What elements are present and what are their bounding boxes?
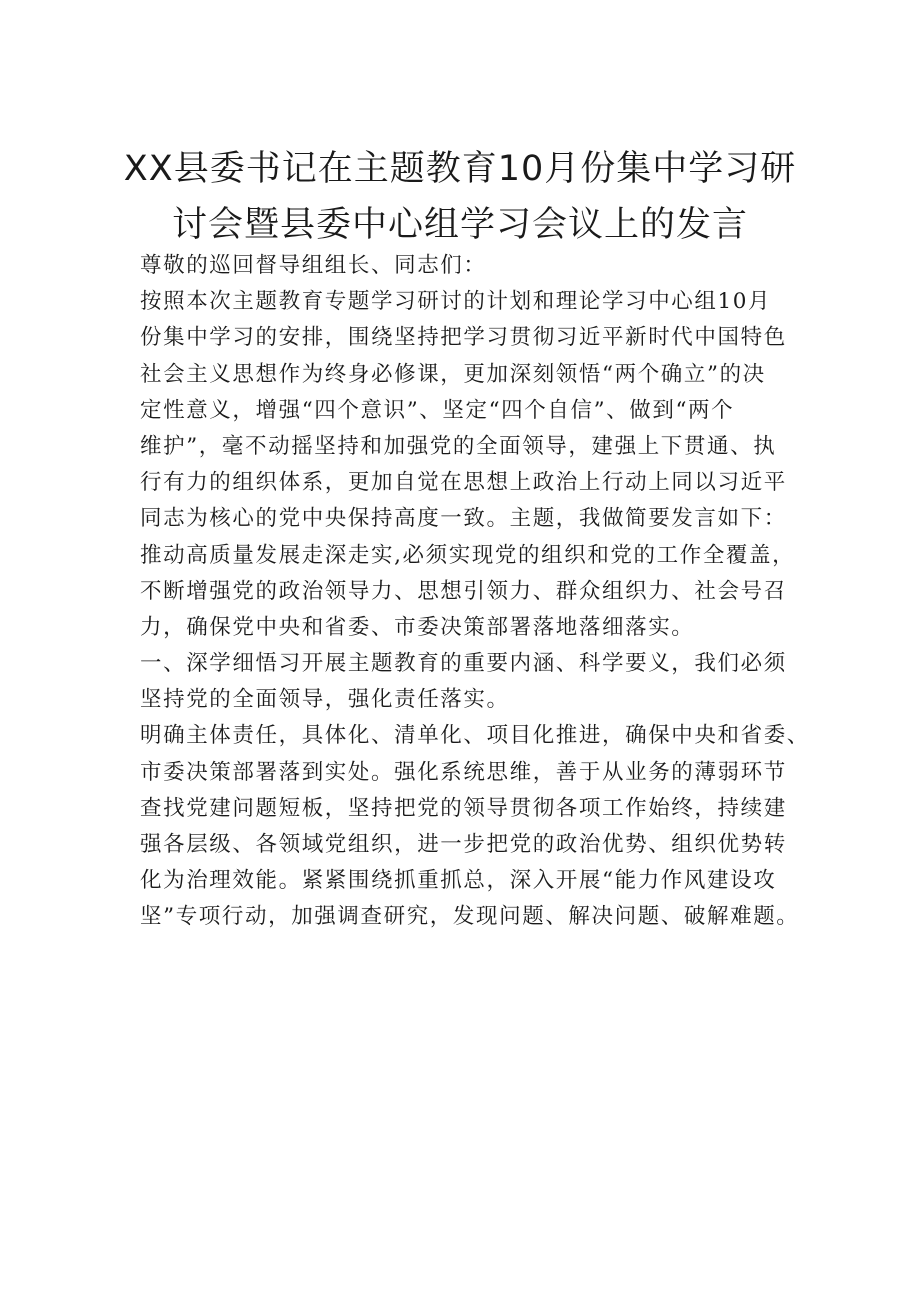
title-line: XX县委书记在主题教育10月份集中学习研 bbox=[123, 149, 797, 190]
body-line: 坚”专项行动，加强调查研究，发现问题、解决问题、破解难题。 bbox=[140, 904, 800, 930]
body-line: 明确主体责任，具体化、清单化、项目化推进，确保中央和省委、 bbox=[140, 723, 810, 749]
body-line: 市委决策部署落到实处。强化系统思维，善于从业务的薄弱环节 bbox=[140, 759, 787, 785]
section-heading-line: 坚持党的全面领导，强化责任落实。 bbox=[140, 687, 510, 713]
body-line: 力，确保党中央和省委、市委决策部署落地落细落实。 bbox=[140, 614, 695, 640]
body-line: 份集中学习的安排，围绕坚持把学习贯彻习近平新时代中国特色 bbox=[140, 325, 787, 351]
body-line: 推动高质量发展走深走实,必须实现党的组织和党的工作全覆盖， bbox=[140, 542, 796, 568]
body-line: 强各层级、各领域党组织，进一步把党的政治优势、组织优势转 bbox=[140, 832, 787, 857]
body-line: 行有力的组织体系，更加自觉在思想上政治上行动上同以习近平 bbox=[140, 470, 787, 496]
title-line: 讨会暨县委中心组学习会议上的发言 bbox=[171, 205, 748, 246]
section-heading-line: 一、深学细悟习开展主题教育的重要内涵、科学要义，我们必须 bbox=[140, 651, 787, 677]
document-title bbox=[120, 141, 800, 253]
salutation-line: 尊敬的巡回督导组组长、同志们： bbox=[140, 253, 487, 278]
body-line: 查找党建问题短板，坚持把党的领导贯彻各项工作始终，持续建 bbox=[140, 795, 787, 821]
body-line: 不断增强党的政治领导力、思想引领力、群众组织力、社会号召 bbox=[140, 578, 787, 604]
body-line: 同志为核心的党中央保持高度一致。主题，我做简要发言如下： bbox=[140, 506, 787, 532]
body-line: 化为治理效能。紧紧围绕抓重抓总，深入开展“能力作风建设攻 bbox=[140, 868, 777, 894]
body-line: 社会主义思想作为终身必修课，更加深刻领悟“两个确立”的决 bbox=[140, 361, 766, 387]
body-line: 按照本次主题教育专题学习研讨的计划和理论学习中心组10月 bbox=[140, 289, 772, 315]
body-line: 维护”，毫不动摇坚持和加强党的全面领导，建强上下贯通、执 bbox=[140, 433, 777, 459]
document-body bbox=[140, 248, 810, 936]
body-line: 定性意义，增强“四个意识”、坚定“四个自信”、做到“两个 bbox=[140, 397, 735, 423]
